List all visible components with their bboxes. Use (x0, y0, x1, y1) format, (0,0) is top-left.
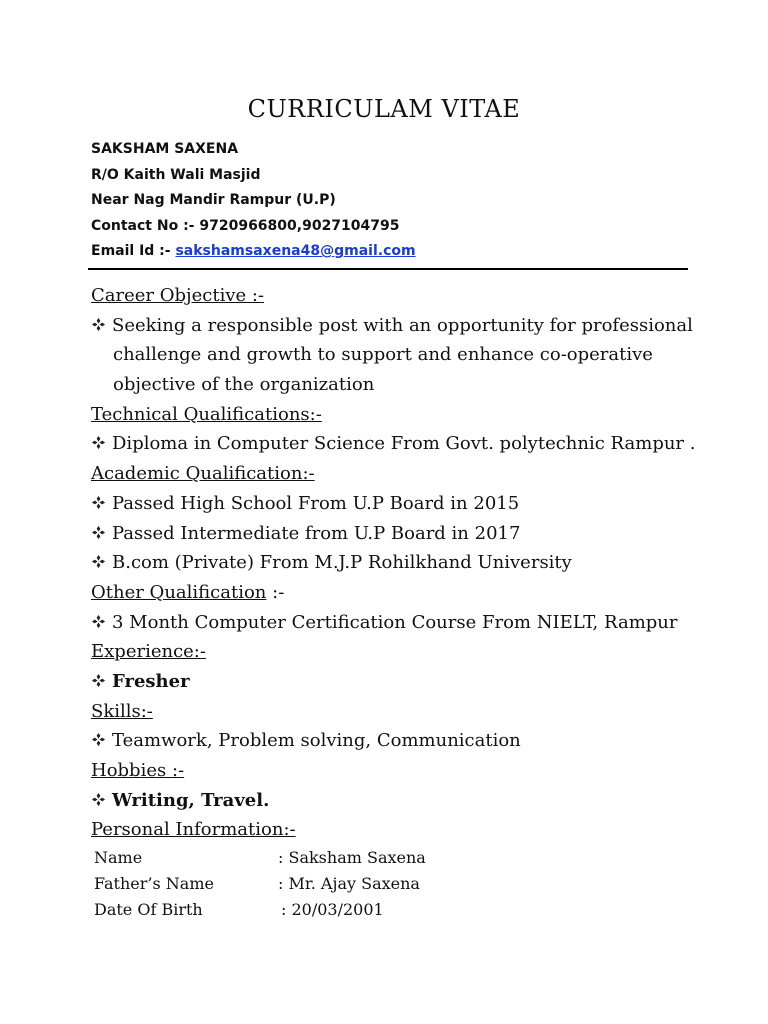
email-label: Email Id :- (91, 243, 176, 259)
experience-text: Fresher (112, 670, 190, 692)
personal-info-label: Father’s Name (94, 874, 214, 893)
academic-qualification-item (91, 491, 691, 521)
career-objective-line: challenge and growth to support and enhance co-operative (113, 344, 653, 366)
career-objective-line: objective of the organization (113, 374, 375, 396)
other-qualification-heading-text: Other Qualification (91, 581, 267, 603)
other-qualification-text: 3 Month Computer Certification Course From NIELT, Rampur (112, 611, 678, 633)
academic-qualification-item (91, 521, 691, 551)
bullet-icon (91, 673, 106, 688)
personal-info-value: : 20/03/2001 (281, 900, 384, 919)
address-line-1: R/O Kaith Wali Masjid (91, 166, 261, 183)
technical-qualification-item (91, 431, 696, 461)
personal-info-label: Date Of Birth (94, 900, 203, 919)
personal-info-value: : Mr. Ajay Saxena (278, 874, 420, 893)
contact-block (91, 138, 416, 266)
document-title: CURRICULAM VITAE (247, 95, 521, 123)
academic-qualification-text: Passed Intermediate from U.P Board in 2017 (112, 522, 521, 544)
personal-info-value: : Saksham Saxena (278, 848, 426, 867)
bullet-icon (91, 554, 106, 569)
applicant-name: SAKSHAM SAXENA (91, 141, 239, 157)
experience-item (91, 669, 691, 699)
career-objective-heading: Career Objective :- (91, 285, 265, 306)
bullet-icon (91, 525, 106, 540)
personal-information-heading: Personal Information:- (91, 819, 296, 841)
technical-qualifications-heading: Technical Qualifications:- (91, 403, 322, 425)
career-objective-item (91, 313, 691, 343)
bullet-icon (91, 792, 106, 807)
career-objective-line: Seeking a responsible post with an opportunity for professional (112, 314, 693, 336)
cv-body (91, 283, 696, 847)
academic-qualification-text: B.com (Private) From M.J.P Rohilkhand University (112, 552, 572, 574)
address-line-2: Near Nag Mandir Rampur (U.P) (91, 192, 336, 208)
personal-info-label: Name (94, 848, 143, 867)
bullet-icon (91, 732, 106, 747)
other-qualification-heading (91, 580, 691, 610)
email-link[interactable]: sakshamsaxena48@gmail.com (175, 243, 416, 259)
other-qualification-item (91, 610, 691, 640)
skills-text: Teamwork, Problem solving, Communication (112, 730, 521, 752)
bullet-icon (91, 614, 106, 629)
other-qualification-heading-suffix: :- (266, 581, 285, 603)
header-divider (88, 268, 688, 270)
hobbies-text: Writing, Travel. (112, 789, 270, 811)
academic-qualification-item (91, 550, 691, 580)
hobbies-item (91, 788, 691, 818)
hobbies-heading: Hobbies :- (91, 760, 185, 781)
experience-heading: Experience:- (91, 641, 206, 663)
academic-qualification-text: Passed High School From U.P Board in 2015 (112, 492, 520, 514)
bullet-icon (91, 495, 106, 510)
email-line (91, 240, 416, 266)
skills-heading: Skills:- (91, 700, 153, 722)
technical-qualification-text: Diploma in Computer Science From Govt. polytechnic Rampur . (112, 433, 696, 455)
bullet-icon (91, 317, 106, 332)
skills-item (91, 728, 691, 758)
bullet-icon (91, 435, 106, 450)
academic-qualification-heading: Academic Qualification:- (91, 463, 315, 485)
contact-numbers: Contact No :- 9720966800,9027104795 (91, 217, 400, 234)
